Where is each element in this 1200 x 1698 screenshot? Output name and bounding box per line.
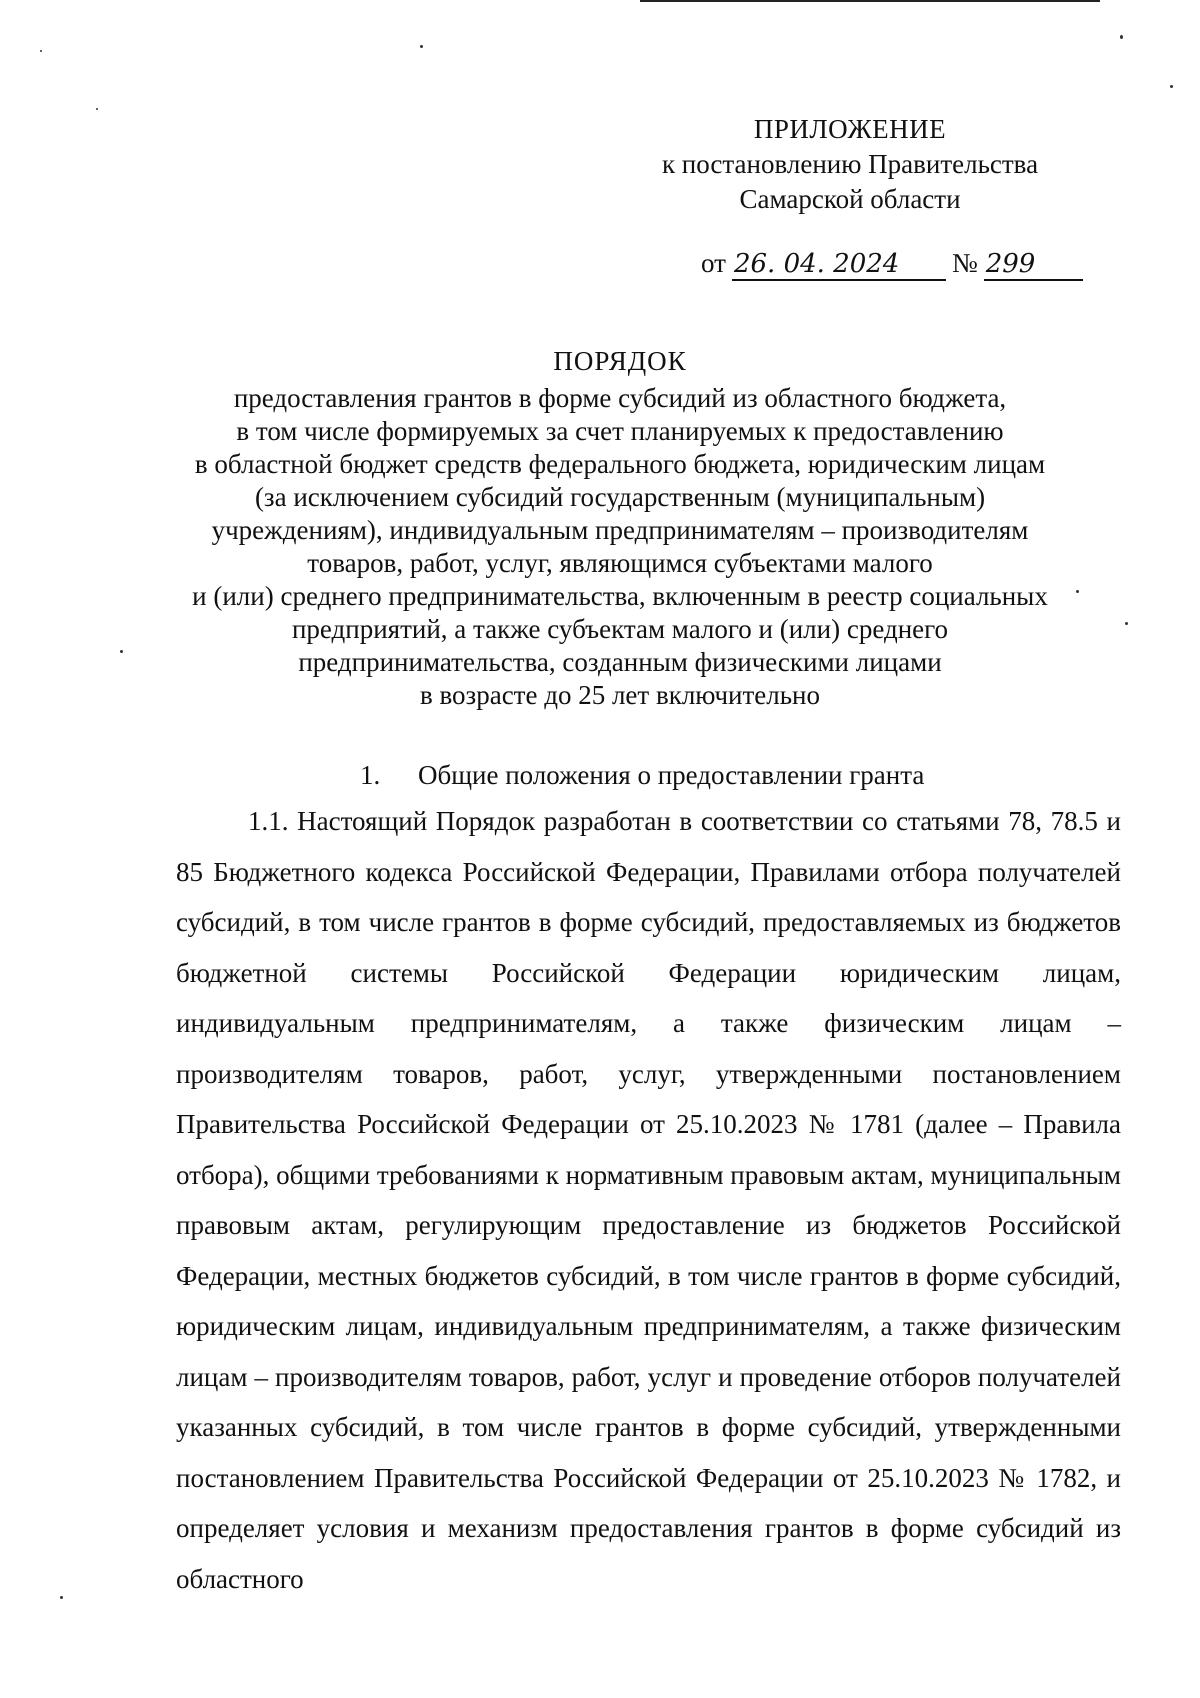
scan-speck — [60, 1596, 63, 1599]
section-title: Общие положения о предоставлении гранта — [418, 760, 925, 790]
heading-line: в том числе формируемых за счет планируемых к предоставлению — [236, 416, 1004, 446]
document-heading — [120, 345, 1120, 712]
heading-line: в областной бюджет средств федерального бюджета, юридическим лицам — [194, 449, 1046, 479]
decree-date-number — [695, 248, 1083, 281]
paragraph-1-1: 1.1. Настоящий Порядок разработан в соответствии со статьями 78, 78.5 и 85 Бюджетного кодекса Российской Федерации, Правилами отбора получателей субсидий, в том числе грантов в форме субсидий, предоставляемых из бюджетов бюджетной системы Российской Федерации юридическим лицам, индивидуальным предпринимателям, а также физическим лицам – производителям товаров, работ, услуг, утвержденными постановлением Правительства Российской Федерации от 25.10.2023 № 1781 (далее – Правила отбора), общими требованиями к нормативным правовым актам, муниципальным правовым актам, регулирующим предоставление из бюджетов Российской Федерации, местных бюджетов субсидий, в том числе грантов в форме субсидий, юридическим лицам, индивидуальным предпринимателям, а также физическим лицам – производителям товаров, работ, услуг и проведение отборов получателей указанных субсидий, в том числе грантов в форме субсидий, утвержденными постановлением Правительства Российской Федерации от 25.10.2023 № 1782, и определяет условия и механизм предоставления грантов в форме субсидий из областного — [176, 806, 1121, 1594]
scan-speck — [1120, 35, 1123, 39]
heading-line: предоставления грантов в форме субсидий из областного бюджета, — [233, 383, 1007, 413]
heading-line: в возрасте до 25 лет включительно — [419, 680, 820, 710]
heading-line: предпринимательства, созданным физическими лицами — [298, 647, 942, 677]
section-number: 1. — [360, 760, 381, 790]
scan-speck — [1170, 85, 1173, 88]
heading-line: товаров, работ, услуг, являющимся субъектами малого — [307, 548, 933, 578]
handwritten-number: 299 — [984, 249, 1083, 281]
appendix-line-decree: к постановлению Правительства — [661, 149, 1039, 179]
appendix-title: ПРИЛОЖЕНИЕ — [753, 114, 947, 144]
scan-speck — [40, 50, 42, 52]
heading-line: (за исключением субсидий государственным (муниципальным) — [254, 482, 986, 512]
appendix-line-region: Самарской области — [739, 184, 961, 214]
body-text — [176, 796, 1121, 1604]
scan-speck — [1125, 622, 1128, 625]
heading-line: и (или) среднего предпринимательства, включенным в реестр социальных — [192, 581, 1048, 611]
appendix-header — [620, 112, 1080, 217]
number-prefix: № — [951, 248, 978, 278]
scan-edge-line — [640, 0, 1100, 2]
heading-line: предприятий, а также субъектам малого и (или) среднего — [291, 614, 949, 644]
scan-speck — [420, 45, 423, 48]
heading-line: учреждениям), индивидуальным предпринимателям – производителям — [211, 515, 1029, 545]
date-prefix: от — [701, 248, 726, 278]
handwritten-date: 26. 04. 2024 — [732, 249, 946, 281]
heading-title: ПОРЯДОК — [553, 346, 687, 376]
scan-speck — [96, 108, 98, 110]
